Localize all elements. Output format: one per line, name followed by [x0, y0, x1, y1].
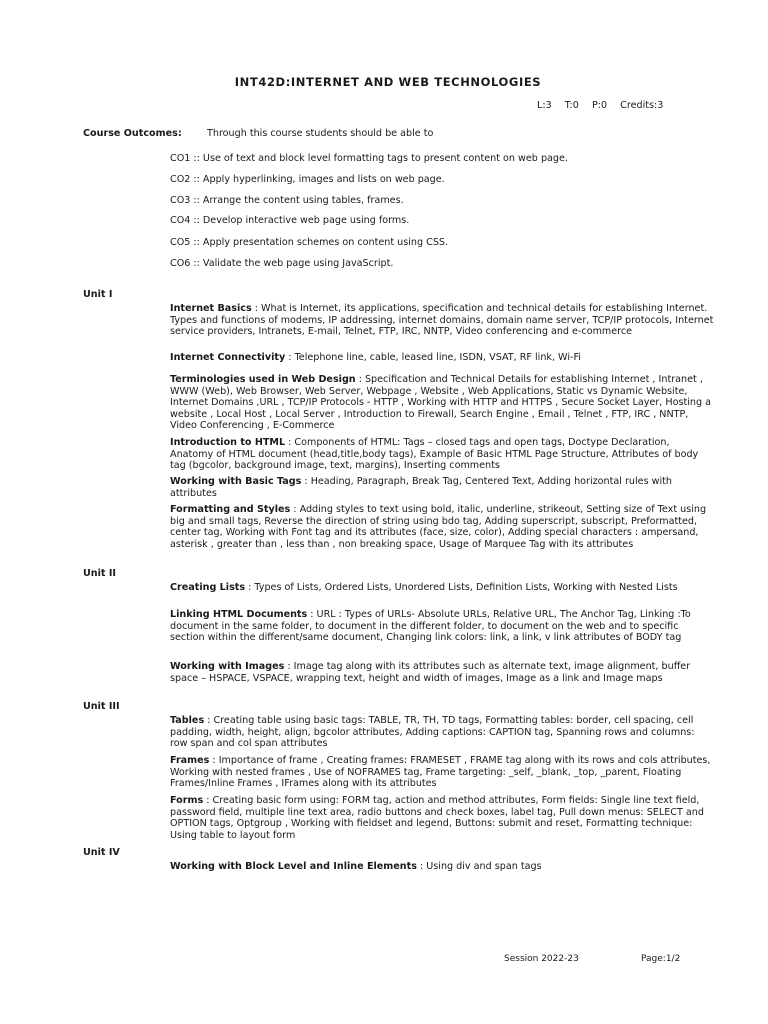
course-outcome-4: CO4 :: Develop interactive web page using forms. — [170, 215, 410, 226]
topic-text: : Telephone line, cable, leased line, ISDN, VSAT, RF link, Wi-Fi — [285, 352, 581, 363]
course-outcomes-intro: Through this course students should be able to — [207, 128, 434, 139]
session-label: Session 2022-23 — [504, 954, 579, 964]
topic-text: : Creating basic form using: FORM tag, action and method attributes, Form fields: Single line text field, password field, multiple line text area, radio buttons and check boxes, label tag, Pull down menus: SELECT and OPTION tags, Optgroup , Working with fieldset and legend, Buttons: submit and reset, Formatting technique: Using table to layout form — [170, 795, 704, 841]
topic-heading: Frames — [170, 755, 210, 766]
course-outcomes-label: Course Outcomes: — [83, 128, 182, 139]
topic-formatting-and-styles — [170, 504, 715, 550]
unit-2-label: Unit II — [83, 568, 116, 579]
topic-text: : What is Internet, its applications, specification and technical details for establishing Internet. Types and functions of modems, IP addressing, internet domains, domain name server, TCP/IP protocols, Internet service providers, Intranets, E-mail, Telnet, FTP, IRC, NNTP, Video conferencing and e-commerce — [170, 303, 714, 338]
course-outcome-1: CO1 :: Use of text and block level formatting tags to present content on web page. — [170, 153, 568, 164]
topic-heading: Formatting and Styles — [170, 504, 291, 515]
topic-text: : Adding styles to text using bold, italic, underline, strikeout, Setting size of Text using big and small tags, Reverse the direction of string using bdo tag, Adding superscript, subscript, Preformatted, center tag, Working with Font tag and its attributes (face, size, color), Adding special characters : ampersand, asterisk , greater than , less than , non breaking space, Usage of Marquee Tag with its attributes — [170, 504, 707, 550]
topic-heading: Internet Connectivity — [170, 352, 286, 363]
topic-heading: Introduction to HTML — [170, 437, 286, 448]
credit-structure — [537, 100, 673, 112]
topic-heading: Tables — [170, 715, 205, 726]
unit-1-label: Unit I — [83, 289, 113, 300]
topic-block-and-inline-elements — [170, 861, 715, 873]
topic-heading: Terminologies used in Web Design — [170, 374, 356, 385]
course-outcome-6: CO6 :: Validate the web page using JavaScript. — [170, 258, 394, 269]
topic-text: : Heading, Paragraph, Break Tag, Centered Text, Adding horizontal rules with attributes — [170, 476, 672, 499]
topic-text: : Image tag along with its attributes such as alternate text, image alignment, buffer space – HSPACE, VSPACE, wrapping text, height and width of images, Image as a link and Image maps — [170, 661, 691, 684]
topic-text: : URL : Types of URLs- Absolute URLs, Relative URL, The Anchor Tag, Linking :To document in the same folder, to document in the different folder, to document on the web and to specific section within the different/same document, Changing link colors: link, a link, v link attributes of BODY tag — [170, 609, 691, 644]
course-title: INT42D:INTERNET AND WEB TECHNOLOGIES — [234, 75, 542, 89]
lecture-hours: L:3 — [537, 100, 552, 111]
credits: Credits:3 — [620, 100, 664, 111]
topic-heading: Working with Basic Tags — [170, 476, 302, 487]
course-outcome-5: CO5 :: Apply presentation schemes on content using CSS. — [170, 237, 449, 248]
topic-basic-tags — [170, 476, 715, 499]
topic-heading: Internet Basics — [170, 303, 252, 314]
course-outcome-2: CO2 :: Apply hyperlinking, images and lists on web page. — [170, 174, 445, 185]
topic-text: : Components of HTML: Tags – closed tags and open tags, Doctype Declaration, Anatomy of HTML document (head,title,body tags), Example of Basic HTML Page Structure, Attributes of body tag (bgcolor, background image, text, margins), Inserting comments — [170, 437, 699, 472]
topic-linking-html-documents — [170, 609, 715, 644]
topic-internet-basics — [170, 303, 715, 338]
topic-web-design-terminologies — [170, 374, 715, 432]
topic-text: : Using div and span tags — [416, 861, 542, 872]
topic-text: : Specification and Technical Details for establishing Internet , Intranet , WWW (Web), Web Browser, Web Server, Webpage , Website , Web Applications, Static vs Dynamic Website, Internet Domains ,URL , TCP/IP Protocols - HTTP , Working with HTTP and HTTPS , Secure Socket Layer, Hosting a website , Local Host , Local Server , Introduction to Firewall, Search Engine , Email , Telnet , FTP, IRC , NNTP, Video Conferencing , E-Commerce — [170, 374, 711, 432]
topic-working-with-images — [170, 661, 715, 684]
course-outcome-3: CO3 :: Arrange the content using tables, frames. — [170, 195, 404, 206]
topic-forms — [170, 795, 715, 841]
page-number: Page:1/2 — [641, 954, 681, 964]
topic-heading: Working with Block Level and Inline Elements — [170, 861, 417, 872]
unit-3-label: Unit III — [83, 701, 120, 712]
topic-text: : Importance of frame , Creating frames: FRAMESET , FRAME tag along with its rows and cols attributes, Working with nested frames , Use of NOFRAMES tag, Frame targeting: _self, _blank, _top, _parent, Floating Frames/Inline Frames , IFrames along with its attributes — [170, 755, 711, 790]
topic-internet-connectivity — [170, 352, 715, 364]
topic-text: : Creating table using basic tags: TABLE, TR, TH, TD tags, Formatting tables: border, cell spacing, cell padding, width, height, align, bgcolor attributes, Adding captions: CAPTION tag, Spanning rows and columns: row span and col span attributes — [170, 715, 695, 750]
topic-creating-lists — [170, 582, 715, 594]
topic-frames — [170, 755, 715, 790]
topic-heading: Creating Lists — [170, 582, 246, 593]
topic-text: : Types of Lists, Ordered Lists, Unordered Lists, Definition Lists, Working with Nested Lists — [245, 582, 678, 593]
topic-tables — [170, 715, 715, 750]
topic-heading: Forms — [170, 795, 204, 806]
topic-heading: Linking HTML Documents — [170, 609, 308, 620]
practical-hours: P:0 — [591, 100, 608, 111]
topic-heading: Working with Images — [170, 661, 285, 672]
tutorial-hours: T:0 — [564, 100, 579, 111]
topic-introduction-to-html — [170, 437, 715, 472]
unit-4-label: Unit IV — [83, 847, 120, 858]
